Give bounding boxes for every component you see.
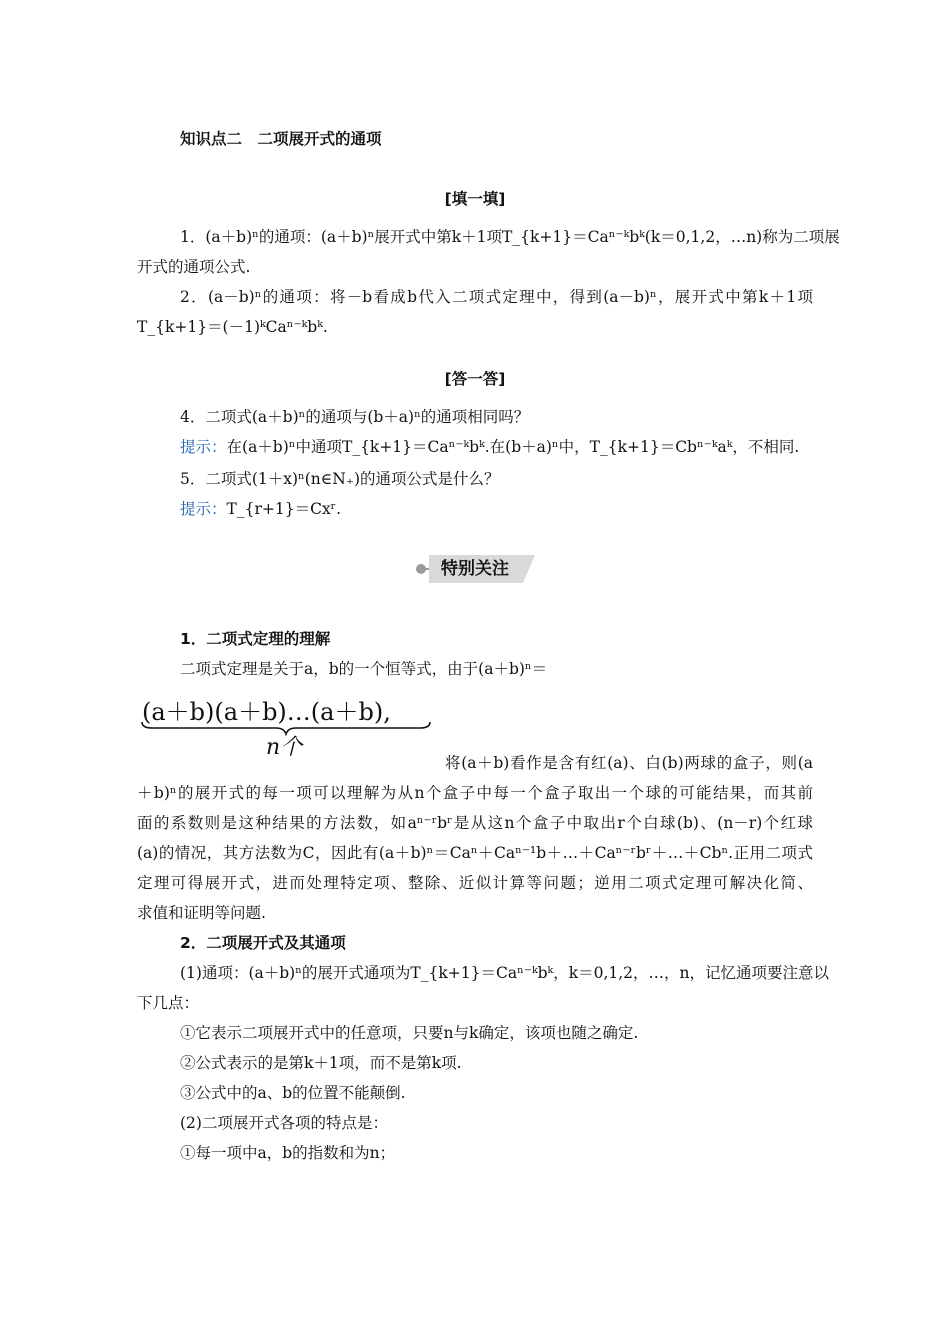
s2-p1-line1: (1)通项：(a＋b)ⁿ的展开式通项为T_{k+1}＝Caⁿ⁻ᵏbᵏ，k＝0,1,2，…，n，记忆通项要注意以 xyxy=(180,964,830,982)
hint-label: 提示： xyxy=(180,500,227,518)
s1-title: 1．二项式定理的理解 xyxy=(180,630,331,648)
s2-item-4: ①每一项中a，b的指数和为n； xyxy=(180,1144,396,1162)
question-4: 4．二项式(a＋b)ⁿ的通项与(b＋a)ⁿ的通项相同吗？ xyxy=(180,408,530,426)
s2-p1-line2: 下几点： xyxy=(137,994,200,1012)
question-5-hint xyxy=(180,498,341,520)
fill-item-2-line1: 2．(a－b)ⁿ的通项：将－b看成b代入二项式定理中，得到(a－b)ⁿ，展开式中第k＋1项 xyxy=(180,288,813,306)
fill-item-1-line1: 1．(a＋b)ⁿ的通项：(a＋b)ⁿ展开式中第k＋1项T_{k+1}＝Caⁿ⁻ᵏbᵏ(k＝0,1,2，…n)称为二项展 xyxy=(180,228,840,246)
s1-p2-line3: 面的系数则是这种结果的方法数，如aⁿ⁻ʳbʳ是从这n个盒子中取出r个白球(b)、(n－r)个红球 xyxy=(137,814,813,832)
question-4-hint xyxy=(180,436,799,458)
s2-paragraph-2: (2)二项展开式各项的特点是： xyxy=(180,1114,388,1132)
s1-p2-line5: 定理可得展开式，进而处理特定项、整除、近似计算等问题；逆用二项式定理可解决化简、 xyxy=(137,874,813,892)
hint-label: 提示： xyxy=(180,438,227,456)
hint-text: T_{r+1}＝Cxʳ. xyxy=(226,500,341,518)
s1-p2-line6: 求值和证明等问题. xyxy=(137,904,266,922)
s2-item-3: ③公式中的a、b的位置不能颠倒. xyxy=(180,1084,406,1102)
s1-p2-line2: ＋b)ⁿ的展开式的每一项可以理解为从n个盒子中每一个盒子取出一个球的可能结果，而其前 xyxy=(137,784,813,802)
fill-heading: [填一填] xyxy=(444,190,506,208)
s2-item-2: ②公式表示的是第k＋1项，而不是第k项. xyxy=(180,1054,462,1072)
fill-item-1-line2: 开式的通项公式. xyxy=(137,258,251,276)
s1-p2-line4: (a)的情况，其方法数为C，因此有(a＋b)ⁿ＝Caⁿ＋Caⁿ⁻¹b＋…＋Caⁿ⁻ʳbʳ＋…＋Cbⁿ.正用二项式 xyxy=(137,844,813,862)
answer-heading: [答一答] xyxy=(444,370,506,388)
hint-text: 在(a＋b)ⁿ中通项T_{k+1}＝Caⁿ⁻ᵏbᵏ.在(b＋a)ⁿ中，T_{k+1}＝Cbⁿ⁻ᵏaᵏ，不相同. xyxy=(226,438,800,456)
section-title: 知识点二 二项展开式的通项 xyxy=(180,130,382,148)
badge-label: 特别关注 xyxy=(441,559,509,579)
special-attention-badge xyxy=(415,554,535,584)
underbrace-formula xyxy=(138,690,448,764)
s1-paragraph-1: 二项式定理是关于a，b的一个恒等式，由于(a＋b)ⁿ＝ xyxy=(180,660,548,678)
s2-item-1: ①它表示二项展开式中的任意项，只要n与k确定，该项也随之确定. xyxy=(180,1024,639,1042)
s1-p2-line1: 将(a＋b)看作是含有红(a)、白(b)两球的盒子，则(a xyxy=(445,754,813,772)
brace-count: n个 xyxy=(266,735,303,760)
fill-item-2-line2: T_{k+1}＝(－1)ᵏCaⁿ⁻ᵏbᵏ. xyxy=(137,318,328,336)
s2-title: 2．二项展开式及其通项 xyxy=(180,934,346,952)
brace-expression: (a＋b)(a＋b)…(a＋b), xyxy=(142,698,391,726)
question-5: 5．二项式(1＋x)ⁿ(n∈N₊)的通项公式是什么？ xyxy=(180,470,500,488)
